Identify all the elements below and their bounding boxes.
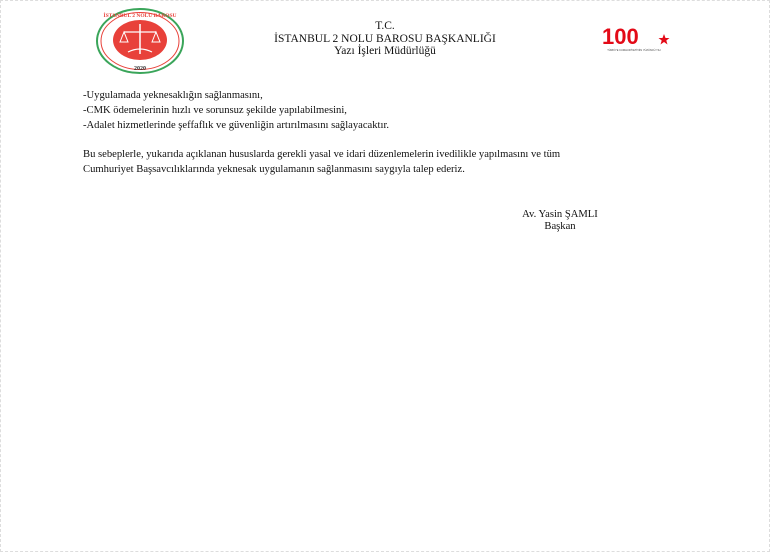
header-tc: T.C. bbox=[375, 20, 395, 32]
svg-text:2020: 2020 bbox=[134, 66, 146, 72]
bar-association-logo bbox=[96, 8, 186, 74]
signatory-name: Av. Yasin ŞAMLI bbox=[522, 209, 598, 220]
svg-text:İSTANBUL 2 NOLU BAROSU: İSTANBUL 2 NOLU BAROSU bbox=[103, 13, 177, 19]
bullet-item: -CMK ödemelerinin hızlı ve sorunsuz şekilde yapılabilmesini, bbox=[83, 105, 347, 116]
header-institution: İSTANBUL 2 NOLU BAROSU BAŞKANLIĞI bbox=[274, 32, 496, 45]
bullet-item: -Adalet hizmetlerinde şeffaflık ve güvenliğin artırılmasını sağlayacaktır. bbox=[83, 120, 390, 131]
signature-block bbox=[480, 209, 640, 232]
header-department: Yazı İşleri Müdürlüğü bbox=[334, 45, 436, 57]
letterhead bbox=[230, 20, 540, 58]
svg-text:100: 100 bbox=[602, 24, 639, 49]
paragraph-line: Bu sebeplerle, yukarıda açıklanan hususlarda gerekli yasal ve idari düzenlemelerin ivedilikle yapılmasını ve tüm bbox=[83, 149, 561, 160]
svg-text:TÜRKİYE CUMHURİYETİ'NİN YÜZÜNC: TÜRKİYE CUMHURİYETİ'NİN YÜZÜNCÜ YILI bbox=[607, 49, 661, 52]
bullet-item: -Uygulamada yeknesaklığın sağlanmasını, bbox=[83, 90, 263, 101]
signatory-title: Başkan bbox=[544, 220, 576, 232]
centennial-logo bbox=[600, 24, 672, 54]
paragraph-line: Cumhuriyet Başsavcılıklarında yeknesak uygulamanın sağlanmasını saygıyla talep ederiz. bbox=[83, 164, 465, 175]
